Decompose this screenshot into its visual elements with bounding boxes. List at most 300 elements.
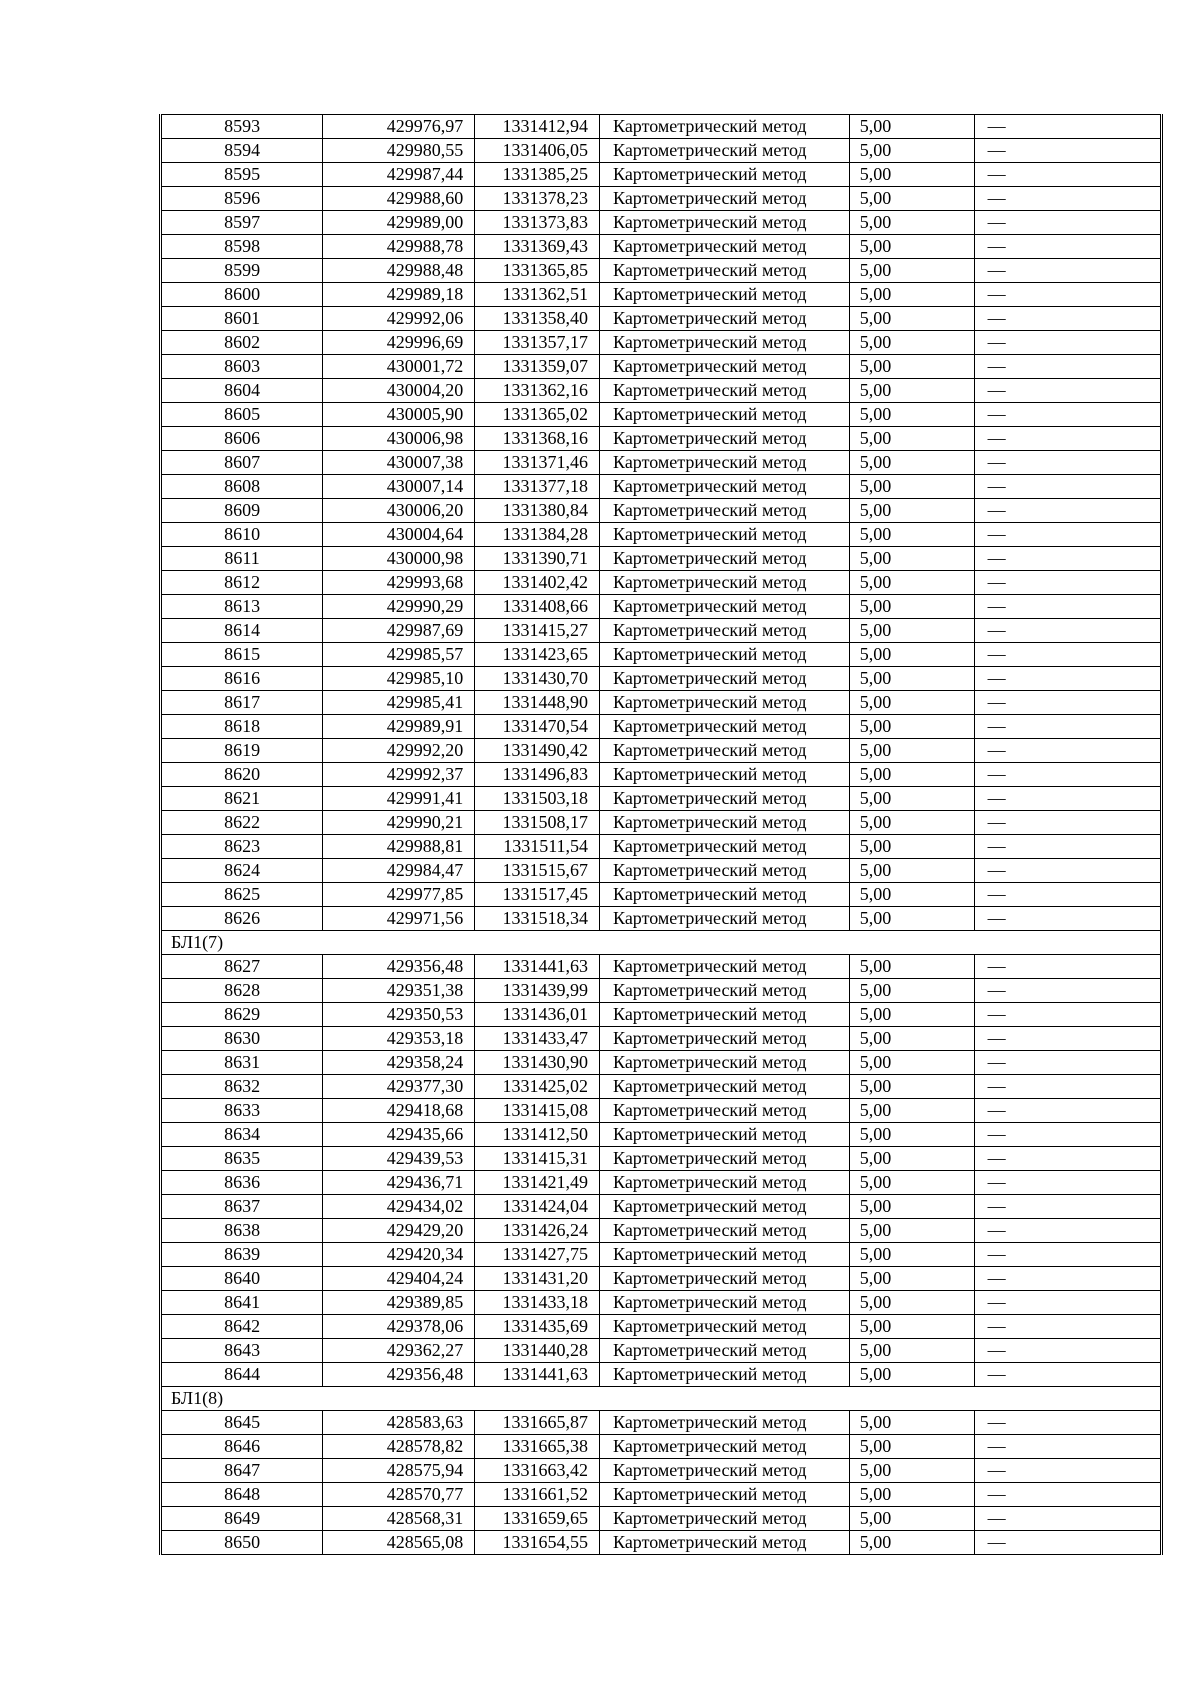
table-row	[161, 1267, 1162, 1291]
accuracy-cell: 5,00	[849, 811, 974, 835]
accuracy-cell: 5,00	[849, 115, 974, 139]
point-number-cell: 8594	[161, 139, 323, 163]
table-row	[161, 1219, 1162, 1243]
table-row	[161, 379, 1162, 403]
accuracy-cell: 5,00	[849, 1027, 974, 1051]
y-coordinate-cell: 1331424,04	[475, 1195, 600, 1219]
table-row	[161, 547, 1162, 571]
description-cell: —	[974, 499, 1161, 523]
method-cell: Картометрический метод	[600, 1219, 850, 1243]
method-cell: Картометрический метод	[600, 523, 850, 547]
table-row	[161, 595, 1162, 619]
table-row	[161, 1483, 1162, 1507]
x-coordinate-cell: 429356,48	[323, 1363, 475, 1387]
y-coordinate-cell: 1331435,69	[475, 1315, 600, 1339]
y-coordinate-cell: 1331423,65	[475, 643, 600, 667]
method-cell: Картометрический метод	[600, 115, 850, 139]
point-number-cell: 8649	[161, 1507, 323, 1531]
method-cell: Картометрический метод	[600, 691, 850, 715]
table-row	[161, 571, 1162, 595]
accuracy-cell: 5,00	[849, 787, 974, 811]
point-number-cell: 8607	[161, 451, 323, 475]
accuracy-cell: 5,00	[849, 1123, 974, 1147]
y-coordinate-cell: 1331415,31	[475, 1147, 600, 1171]
table-row	[161, 1315, 1162, 1339]
point-number-cell: 8600	[161, 283, 323, 307]
table-row	[161, 355, 1162, 379]
y-coordinate-cell: 1331663,42	[475, 1459, 600, 1483]
x-coordinate-cell: 429436,71	[323, 1171, 475, 1195]
table-row	[161, 1123, 1162, 1147]
y-coordinate-cell: 1331440,28	[475, 1339, 600, 1363]
y-coordinate-cell: 1331369,43	[475, 235, 600, 259]
y-coordinate-cell: 1331371,46	[475, 451, 600, 475]
y-coordinate-cell: 1331433,47	[475, 1027, 600, 1051]
x-coordinate-cell: 428568,31	[323, 1507, 475, 1531]
x-coordinate-cell: 430001,72	[323, 355, 475, 379]
coordinates-table	[159, 114, 1163, 1555]
method-cell: Картометрический метод	[600, 739, 850, 763]
table-row	[161, 979, 1162, 1003]
y-coordinate-cell: 1331496,83	[475, 763, 600, 787]
x-coordinate-cell: 429992,20	[323, 739, 475, 763]
y-coordinate-cell: 1331368,16	[475, 427, 600, 451]
description-cell: —	[974, 1003, 1161, 1027]
method-cell: Картометрический метод	[600, 1291, 850, 1315]
y-coordinate-cell: 1331359,07	[475, 355, 600, 379]
table-row	[161, 1099, 1162, 1123]
accuracy-cell: 5,00	[849, 139, 974, 163]
point-number-cell: 8650	[161, 1531, 323, 1555]
table-row	[161, 1435, 1162, 1459]
table-row	[161, 1171, 1162, 1195]
description-cell: —	[974, 355, 1161, 379]
table-row	[161, 787, 1162, 811]
method-cell: Картометрический метод	[600, 1363, 850, 1387]
table-row	[161, 955, 1162, 979]
y-coordinate-cell: 1331362,51	[475, 283, 600, 307]
table-row	[161, 811, 1162, 835]
description-cell: —	[974, 547, 1161, 571]
table-row	[161, 1195, 1162, 1219]
coordinates-table-body	[161, 115, 1162, 1555]
accuracy-cell: 5,00	[849, 499, 974, 523]
x-coordinate-cell: 430005,90	[323, 403, 475, 427]
x-coordinate-cell: 430007,38	[323, 451, 475, 475]
description-cell: —	[974, 1027, 1161, 1051]
x-coordinate-cell: 429988,78	[323, 235, 475, 259]
y-coordinate-cell: 1331654,55	[475, 1531, 600, 1555]
y-coordinate-cell: 1331665,87	[475, 1411, 600, 1435]
y-coordinate-cell: 1331431,20	[475, 1267, 600, 1291]
description-cell: —	[974, 1363, 1161, 1387]
method-cell: Картометрический метод	[600, 763, 850, 787]
method-cell: Картометрический метод	[600, 235, 850, 259]
description-cell: —	[974, 523, 1161, 547]
description-cell: —	[974, 163, 1161, 187]
y-coordinate-cell: 1331380,84	[475, 499, 600, 523]
y-coordinate-cell: 1331373,83	[475, 211, 600, 235]
x-coordinate-cell: 430006,20	[323, 499, 475, 523]
point-number-cell: 8602	[161, 331, 323, 355]
y-coordinate-cell: 1331408,66	[475, 595, 600, 619]
description-cell: —	[974, 1411, 1161, 1435]
table-row	[161, 1363, 1162, 1387]
description-cell: —	[974, 187, 1161, 211]
description-cell: —	[974, 595, 1161, 619]
description-cell: —	[974, 619, 1161, 643]
description-cell: —	[974, 259, 1161, 283]
accuracy-cell: 5,00	[849, 523, 974, 547]
x-coordinate-cell: 429990,29	[323, 595, 475, 619]
x-coordinate-cell: 430006,98	[323, 427, 475, 451]
point-number-cell: 8638	[161, 1219, 323, 1243]
method-cell: Картометрический метод	[600, 1339, 850, 1363]
method-cell: Картометрический метод	[600, 187, 850, 211]
description-cell: —	[974, 1291, 1161, 1315]
description-cell: —	[974, 1195, 1161, 1219]
description-cell: —	[974, 1459, 1161, 1483]
table-row	[161, 187, 1162, 211]
description-cell: —	[974, 811, 1161, 835]
method-cell: Картометрический метод	[600, 1171, 850, 1195]
x-coordinate-cell: 429985,10	[323, 667, 475, 691]
x-coordinate-cell: 429353,18	[323, 1027, 475, 1051]
table-row	[161, 715, 1162, 739]
method-cell: Картометрический метод	[600, 355, 850, 379]
point-number-cell: 8647	[161, 1459, 323, 1483]
table-row	[161, 331, 1162, 355]
x-coordinate-cell: 429990,21	[323, 811, 475, 835]
x-coordinate-cell: 429362,27	[323, 1339, 475, 1363]
description-cell: —	[974, 763, 1161, 787]
point-number-cell: 8633	[161, 1099, 323, 1123]
accuracy-cell: 5,00	[849, 1291, 974, 1315]
description-cell: —	[974, 1435, 1161, 1459]
y-coordinate-cell: 1331390,71	[475, 547, 600, 571]
group-label: БЛ1(8)	[161, 1387, 1162, 1411]
method-cell: Картометрический метод	[600, 259, 850, 283]
method-cell: Картометрический метод	[600, 1459, 850, 1483]
accuracy-cell: 5,00	[849, 1339, 974, 1363]
point-number-cell: 8601	[161, 307, 323, 331]
point-number-cell: 8632	[161, 1075, 323, 1099]
description-cell: —	[974, 1099, 1161, 1123]
description-cell: —	[974, 403, 1161, 427]
accuracy-cell: 5,00	[849, 259, 974, 283]
accuracy-cell: 5,00	[849, 163, 974, 187]
method-cell: Картометрический метод	[600, 643, 850, 667]
description-cell: —	[974, 643, 1161, 667]
accuracy-cell: 5,00	[849, 235, 974, 259]
accuracy-cell: 5,00	[849, 187, 974, 211]
table-row	[161, 907, 1162, 931]
table-row	[161, 667, 1162, 691]
method-cell: Картометрический метод	[600, 499, 850, 523]
table-row	[161, 859, 1162, 883]
y-coordinate-cell: 1331470,54	[475, 715, 600, 739]
x-coordinate-cell: 429988,81	[323, 835, 475, 859]
y-coordinate-cell: 1331421,49	[475, 1171, 600, 1195]
table-row	[161, 1291, 1162, 1315]
point-number-cell: 8639	[161, 1243, 323, 1267]
point-number-cell: 8606	[161, 427, 323, 451]
y-coordinate-cell: 1331365,02	[475, 403, 600, 427]
point-number-cell: 8611	[161, 547, 323, 571]
y-coordinate-cell: 1331439,99	[475, 979, 600, 1003]
table-row	[161, 1411, 1162, 1435]
description-cell: —	[974, 1531, 1161, 1555]
accuracy-cell: 5,00	[849, 331, 974, 355]
method-cell: Картометрический метод	[600, 1003, 850, 1027]
table-row	[161, 1243, 1162, 1267]
description-cell: —	[974, 571, 1161, 595]
y-coordinate-cell: 1331406,05	[475, 139, 600, 163]
accuracy-cell: 5,00	[849, 739, 974, 763]
x-coordinate-cell: 429356,48	[323, 955, 475, 979]
method-cell: Картометрический метод	[600, 883, 850, 907]
accuracy-cell: 5,00	[849, 379, 974, 403]
method-cell: Картометрический метод	[600, 859, 850, 883]
x-coordinate-cell: 429988,48	[323, 259, 475, 283]
method-cell: Картометрический метод	[600, 571, 850, 595]
table-row	[161, 235, 1162, 259]
description-cell: —	[974, 1051, 1161, 1075]
x-coordinate-cell: 429985,41	[323, 691, 475, 715]
y-coordinate-cell: 1331515,67	[475, 859, 600, 883]
description-cell: —	[974, 1483, 1161, 1507]
accuracy-cell: 5,00	[849, 211, 974, 235]
description-cell: —	[974, 907, 1161, 931]
accuracy-cell: 5,00	[849, 355, 974, 379]
method-cell: Картометрический метод	[600, 1531, 850, 1555]
table-row	[161, 739, 1162, 763]
method-cell: Картометрический метод	[600, 379, 850, 403]
y-coordinate-cell: 1331508,17	[475, 811, 600, 835]
accuracy-cell: 5,00	[849, 955, 974, 979]
description-cell: —	[974, 1171, 1161, 1195]
accuracy-cell: 5,00	[849, 1531, 974, 1555]
y-coordinate-cell: 1331427,75	[475, 1243, 600, 1267]
point-number-cell: 8595	[161, 163, 323, 187]
method-cell: Картометрический метод	[600, 1027, 850, 1051]
y-coordinate-cell: 1331518,34	[475, 907, 600, 931]
description-cell: —	[974, 307, 1161, 331]
table-row	[161, 475, 1162, 499]
point-number-cell: 8643	[161, 1339, 323, 1363]
y-coordinate-cell: 1331362,16	[475, 379, 600, 403]
point-number-cell: 8640	[161, 1267, 323, 1291]
method-cell: Картометрический метод	[600, 787, 850, 811]
table-row	[161, 1051, 1162, 1075]
method-cell: Картометрический метод	[600, 403, 850, 427]
x-coordinate-cell: 429350,53	[323, 1003, 475, 1027]
x-coordinate-cell: 429987,69	[323, 619, 475, 643]
point-number-cell: 8648	[161, 1483, 323, 1507]
x-coordinate-cell: 429993,68	[323, 571, 475, 595]
description-cell: —	[974, 1075, 1161, 1099]
point-number-cell: 8615	[161, 643, 323, 667]
y-coordinate-cell: 1331426,24	[475, 1219, 600, 1243]
method-cell: Картометрический метод	[600, 547, 850, 571]
description-cell: —	[974, 475, 1161, 499]
x-coordinate-cell: 429977,85	[323, 883, 475, 907]
x-coordinate-cell: 429389,85	[323, 1291, 475, 1315]
point-number-cell: 8623	[161, 835, 323, 859]
accuracy-cell: 5,00	[849, 1243, 974, 1267]
table-row	[161, 283, 1162, 307]
point-number-cell: 8618	[161, 715, 323, 739]
point-number-cell: 8599	[161, 259, 323, 283]
accuracy-cell: 5,00	[849, 763, 974, 787]
table-row	[161, 1459, 1162, 1483]
table-row	[161, 259, 1162, 283]
y-coordinate-cell: 1331659,65	[475, 1507, 600, 1531]
accuracy-cell: 5,00	[849, 451, 974, 475]
method-cell: Картометрический метод	[600, 955, 850, 979]
accuracy-cell: 5,00	[849, 979, 974, 1003]
x-coordinate-cell: 429992,37	[323, 763, 475, 787]
accuracy-cell: 5,00	[849, 1435, 974, 1459]
x-coordinate-cell: 429434,02	[323, 1195, 475, 1219]
point-number-cell: 8593	[161, 115, 323, 139]
accuracy-cell: 5,00	[849, 595, 974, 619]
y-coordinate-cell: 1331661,52	[475, 1483, 600, 1507]
method-cell: Картометрический метод	[600, 1507, 850, 1531]
description-cell: —	[974, 1219, 1161, 1243]
method-cell: Картометрический метод	[600, 1075, 850, 1099]
y-coordinate-cell: 1331490,42	[475, 739, 600, 763]
description-cell: —	[974, 715, 1161, 739]
accuracy-cell: 5,00	[849, 1075, 974, 1099]
table-row	[161, 619, 1162, 643]
accuracy-cell: 5,00	[849, 1483, 974, 1507]
y-coordinate-cell: 1331378,23	[475, 187, 600, 211]
y-coordinate-cell: 1331503,18	[475, 787, 600, 811]
x-coordinate-cell: 429989,91	[323, 715, 475, 739]
method-cell: Картометрический метод	[600, 979, 850, 1003]
table-row	[161, 1027, 1162, 1051]
accuracy-cell: 5,00	[849, 1267, 974, 1291]
table-row	[161, 835, 1162, 859]
table-row	[161, 1147, 1162, 1171]
point-number-cell: 8613	[161, 595, 323, 619]
accuracy-cell: 5,00	[849, 307, 974, 331]
x-coordinate-cell: 429992,06	[323, 307, 475, 331]
point-number-cell: 8642	[161, 1315, 323, 1339]
y-coordinate-cell: 1331436,01	[475, 1003, 600, 1027]
method-cell: Картометрический метод	[600, 427, 850, 451]
table-row	[161, 307, 1162, 331]
x-coordinate-cell: 429420,34	[323, 1243, 475, 1267]
y-coordinate-cell: 1331517,45	[475, 883, 600, 907]
point-number-cell: 8597	[161, 211, 323, 235]
x-coordinate-cell: 429358,24	[323, 1051, 475, 1075]
table-row	[161, 523, 1162, 547]
x-coordinate-cell: 430004,64	[323, 523, 475, 547]
y-coordinate-cell: 1331412,50	[475, 1123, 600, 1147]
description-cell: —	[974, 139, 1161, 163]
table-row	[161, 763, 1162, 787]
x-coordinate-cell: 430000,98	[323, 547, 475, 571]
method-cell: Картометрический метод	[600, 1267, 850, 1291]
x-coordinate-cell: 429351,38	[323, 979, 475, 1003]
point-number-cell: 8608	[161, 475, 323, 499]
accuracy-cell: 5,00	[849, 1051, 974, 1075]
x-coordinate-cell: 429404,24	[323, 1267, 475, 1291]
accuracy-cell: 5,00	[849, 1147, 974, 1171]
table-row	[161, 115, 1162, 139]
description-cell: —	[974, 427, 1161, 451]
x-coordinate-cell: 428575,94	[323, 1459, 475, 1483]
x-coordinate-cell: 429987,44	[323, 163, 475, 187]
method-cell: Картометрический метод	[600, 1435, 850, 1459]
point-number-cell: 8612	[161, 571, 323, 595]
point-number-cell: 8631	[161, 1051, 323, 1075]
x-coordinate-cell: 428570,77	[323, 1483, 475, 1507]
point-number-cell: 8620	[161, 763, 323, 787]
accuracy-cell: 5,00	[849, 1507, 974, 1531]
point-number-cell: 8628	[161, 979, 323, 1003]
description-cell: —	[974, 859, 1161, 883]
method-cell: Картометрический метод	[600, 163, 850, 187]
x-coordinate-cell: 429378,06	[323, 1315, 475, 1339]
y-coordinate-cell: 1331665,38	[475, 1435, 600, 1459]
accuracy-cell: 5,00	[849, 859, 974, 883]
method-cell: Картометрический метод	[600, 475, 850, 499]
description-cell: —	[974, 283, 1161, 307]
method-cell: Картометрический метод	[600, 667, 850, 691]
description-cell: —	[974, 979, 1161, 1003]
x-coordinate-cell: 429439,53	[323, 1147, 475, 1171]
description-cell: —	[974, 691, 1161, 715]
x-coordinate-cell: 429971,56	[323, 907, 475, 931]
y-coordinate-cell: 1331441,63	[475, 1363, 600, 1387]
point-number-cell: 8614	[161, 619, 323, 643]
x-coordinate-cell: 429429,20	[323, 1219, 475, 1243]
description-cell: —	[974, 835, 1161, 859]
table-row	[161, 1075, 1162, 1099]
accuracy-cell: 5,00	[849, 1099, 974, 1123]
accuracy-cell: 5,00	[849, 1363, 974, 1387]
accuracy-cell: 5,00	[849, 667, 974, 691]
point-number-cell: 8630	[161, 1027, 323, 1051]
method-cell: Картометрический метод	[600, 619, 850, 643]
description-cell: —	[974, 1315, 1161, 1339]
table-row	[161, 1507, 1162, 1531]
table-row	[161, 1531, 1162, 1555]
point-number-cell: 8621	[161, 787, 323, 811]
point-number-cell: 8610	[161, 523, 323, 547]
description-cell: —	[974, 1507, 1161, 1531]
y-coordinate-cell: 1331415,27	[475, 619, 600, 643]
accuracy-cell: 5,00	[849, 1219, 974, 1243]
x-coordinate-cell: 428578,82	[323, 1435, 475, 1459]
x-coordinate-cell: 429435,66	[323, 1123, 475, 1147]
x-coordinate-cell: 430004,20	[323, 379, 475, 403]
description-cell: —	[974, 115, 1161, 139]
table-row	[161, 1339, 1162, 1363]
accuracy-cell: 5,00	[849, 547, 974, 571]
point-number-cell: 8644	[161, 1363, 323, 1387]
accuracy-cell: 5,00	[849, 1315, 974, 1339]
description-cell: —	[974, 1339, 1161, 1363]
y-coordinate-cell: 1331433,18	[475, 1291, 600, 1315]
description-cell: —	[974, 955, 1161, 979]
method-cell: Картометрический метод	[600, 1243, 850, 1267]
method-cell: Картометрический метод	[600, 1051, 850, 1075]
x-coordinate-cell: 428583,63	[323, 1411, 475, 1435]
